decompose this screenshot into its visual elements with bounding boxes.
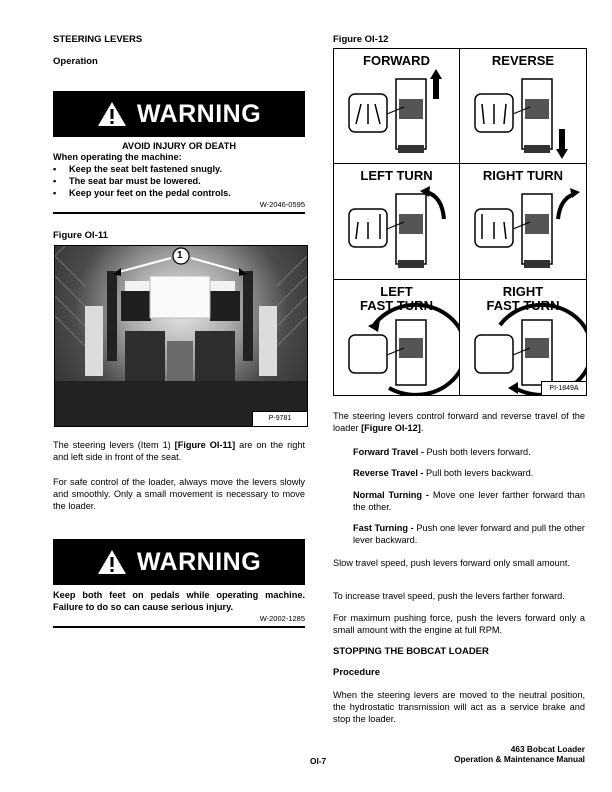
warning-bullet: • The seat bar must be lowered. <box>53 176 201 186</box>
warning-block-2 <box>53 539 305 628</box>
warning-text: Keep both feet on pedals while operating machine. Failure to do so can cause serious injury. <box>53 590 305 612</box>
warning-label: WARNING <box>136 547 262 576</box>
warning-intro: When operating the machine: <box>53 152 182 162</box>
warning-label: WARNING <box>136 99 262 128</box>
cell-reverse: REVERSE <box>460 49 586 164</box>
warning-bullet: • Keep your feet on the pedal controls. <box>53 188 231 198</box>
warning-bullets <box>53 163 305 199</box>
paragraph-intro: The steering levers control forward and reverse travel of the loader [Figure OI-12]. <box>333 411 585 433</box>
divider <box>53 212 305 214</box>
section-title-stopping: STOPPING THE BOBCAT LOADER <box>333 646 489 657</box>
warning-banner <box>53 91 305 137</box>
warning-code: W-2046-0595 <box>259 200 305 209</box>
figure-reference: [Figure OI-12] <box>361 423 421 433</box>
left-turn-diagram-icon <box>334 164 460 279</box>
cab-interior-illustration <box>55 246 307 426</box>
figure-oi-11-photo <box>54 245 308 427</box>
figure-reference: [Figure OI-11] <box>174 440 236 450</box>
cell-left-fast-turn: LEFT FAST TURN <box>334 280 460 395</box>
paragraph-safe-control: For safe control of the loader, always move the levers slowly and smoothly. Only a small movement is necessary to move the loader. <box>53 477 305 511</box>
warning-triangle-icon <box>97 549 127 575</box>
reverse-diagram-icon <box>460 49 586 164</box>
left-fast-turn-diagram-icon <box>334 280 460 395</box>
warning-bullet: • Keep the seat belt fastened snugly. <box>53 164 222 174</box>
paragraph-steering-location: The steering levers (Item 1) [Figure OI-11] are on the right and left side in front of the seat. <box>53 440 305 462</box>
paragraph-increase-speed: To increase travel speed, push the levers farther forward. <box>333 591 565 601</box>
figure-caption: Figure OI-11 <box>53 230 108 241</box>
paragraph-max-force: For maximum pushing force, push the levers forward only a small amount with the engine at full RPM. <box>333 613 585 635</box>
warning-block-1 <box>53 91 305 214</box>
divider <box>53 626 305 628</box>
section-title: STEERING LEVERS <box>53 34 143 45</box>
right-fast-turn-diagram-icon <box>460 280 586 395</box>
manual-title: 463 Bobcat Loader Operation & Maintenance Manual <box>454 744 585 764</box>
paragraph-slow-speed: Slow travel speed, push levers forward only small amount. <box>333 558 570 568</box>
cell-right-turn: RIGHT TURN <box>460 164 586 279</box>
figure-caption: Figure OI-12 <box>333 34 389 45</box>
page-number: OI-7 <box>310 756 327 766</box>
right-turn-diagram-icon <box>460 164 586 279</box>
warning-headline: AVOID INJURY OR DEATH <box>121 141 236 151</box>
warning-triangle-icon <box>97 101 127 127</box>
figure-oi-12-grid <box>333 48 587 396</box>
photo-code: P-9781 <box>252 411 307 426</box>
list-item-fast-turning: Fast Turning - Push one lever forward and pull the other lever backward. <box>353 523 585 545</box>
list-item-forward: Forward Travel - Push both levers forward. <box>353 447 531 457</box>
paragraph-stopping: When the steering levers are moved to the neutral position, the hydrostatic transmission will act as a service brake and stop the loader. <box>333 690 585 724</box>
cell-right-fast-turn: RIGHT FAST TURN PI-1849A <box>460 280 586 395</box>
cell-left-turn: LEFT TURN <box>334 164 460 279</box>
subsection-procedure: Procedure <box>333 667 380 678</box>
warning-banner <box>53 539 305 585</box>
forward-diagram-icon <box>334 49 460 164</box>
figure-code: PI-1849A <box>541 381 586 395</box>
list-item-reverse: Reverse Travel - Pull both levers backward. <box>353 468 534 478</box>
subsection-title: Operation <box>53 56 98 67</box>
list-item-normal-turning: Normal Turning - Move one lever farther forward than the other. <box>353 490 585 512</box>
cell-forward: FORWARD <box>334 49 460 164</box>
warning-code: W-2002-1285 <box>259 614 305 623</box>
callout-number: 1 <box>177 250 183 261</box>
